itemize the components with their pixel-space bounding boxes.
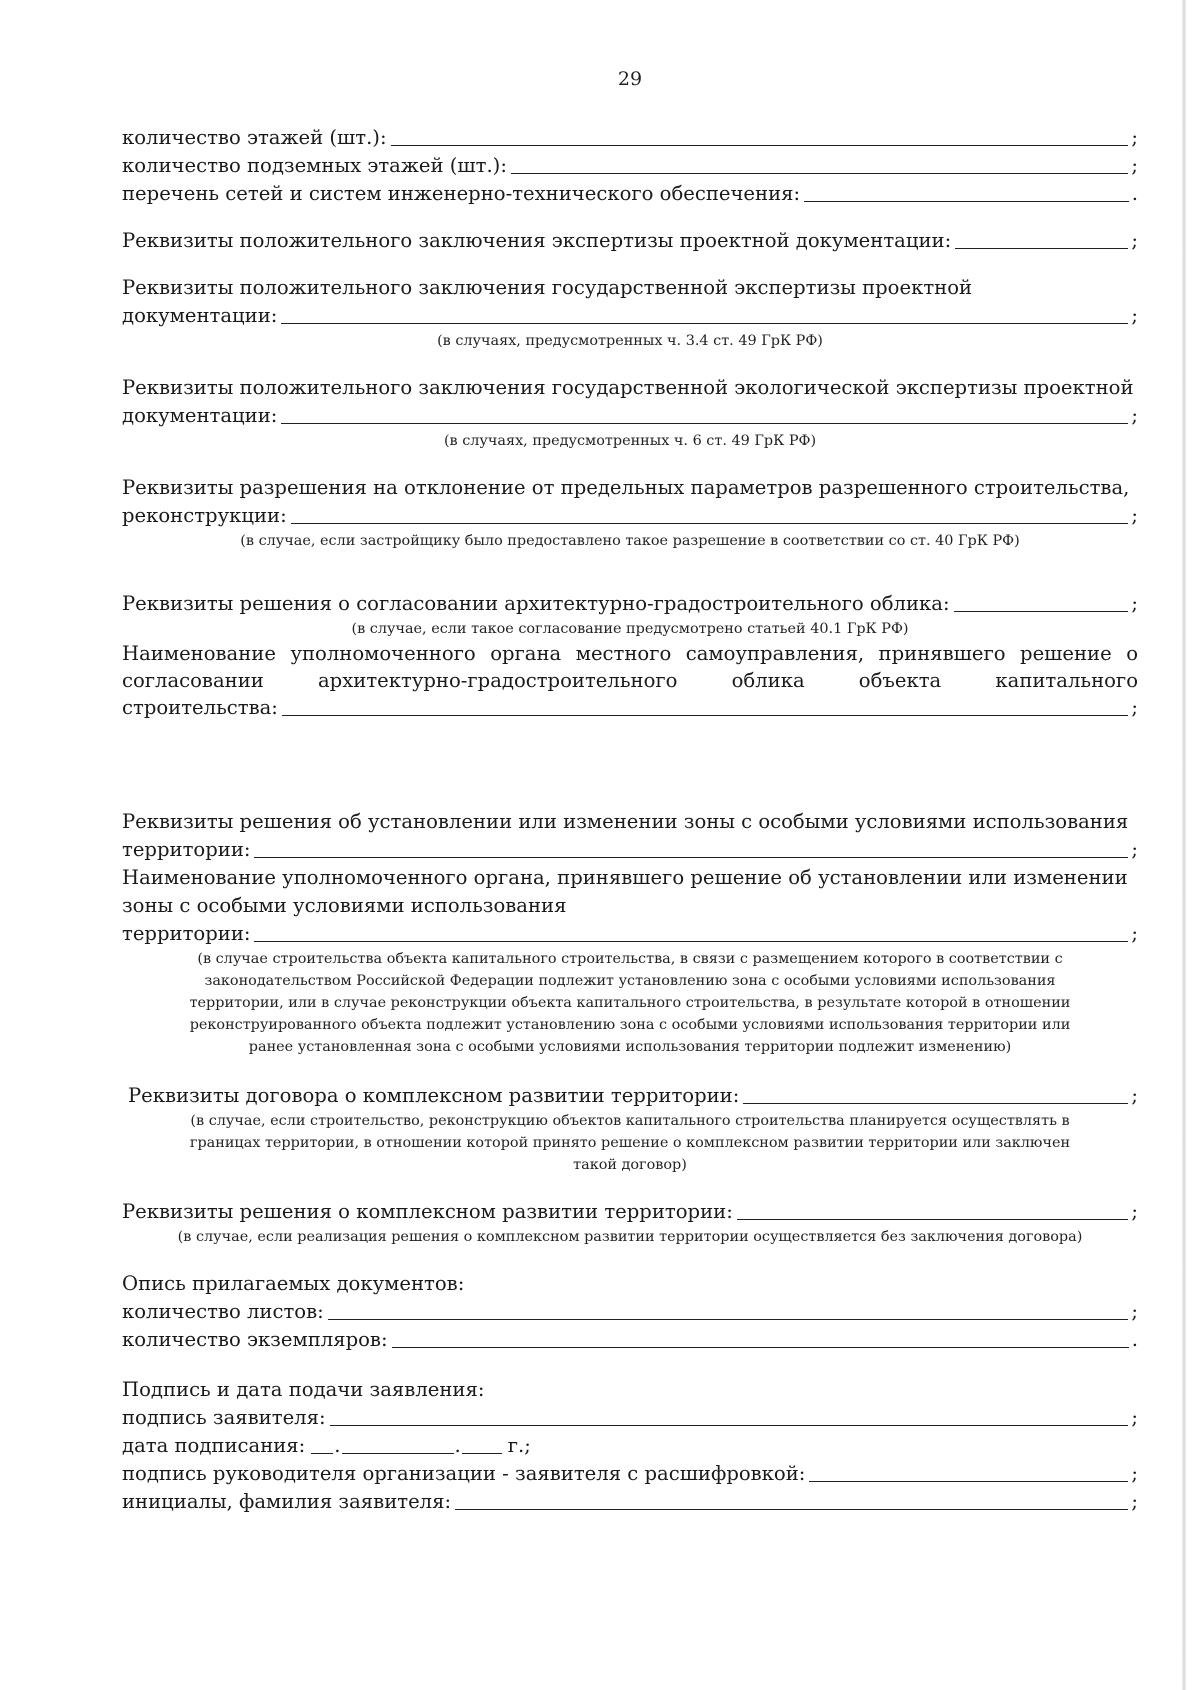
initials-field xyxy=(122,1488,1138,1516)
copies-input[interactable] xyxy=(392,1328,1129,1348)
state-expertise-note: (в случаях, предусмотренных ч. 3.4 ст. 49 ГрК РФ) xyxy=(437,333,823,349)
floors-label: количество этажей (шт.): xyxy=(122,126,387,149)
deviation-note: (в случае, если застройщику было предоставлено такое разрешение в соответствии со ст. 40 ГрК РФ) xyxy=(240,533,1020,549)
state-expertise-input[interactable] xyxy=(281,304,1128,324)
appearance-input[interactable] xyxy=(954,592,1129,612)
zone-label: территории: xyxy=(122,838,251,861)
floors-field xyxy=(122,124,1138,152)
head-signature-input[interactable] xyxy=(809,1462,1128,1482)
eco-expertise-heading: Реквизиты положительного заключения государственной экологической экспертизы проектной xyxy=(122,376,1134,399)
signature-heading: Подпись и дата подачи заявления: xyxy=(122,1378,485,1401)
kdt-decision-note: (в случае, если реализация решения о комплексном развитии территории осуществляется без заключения договора) xyxy=(177,1229,1083,1245)
zone-field xyxy=(122,836,1138,864)
applicant-signature-input[interactable] xyxy=(330,1406,1129,1426)
applicant-signature-field xyxy=(122,1404,1138,1432)
page-edge xyxy=(1182,0,1186,1690)
zone-authority-field xyxy=(122,920,1138,948)
semicolon: ; xyxy=(1131,1462,1138,1485)
copies-field xyxy=(122,1326,1138,1354)
date-year-input[interactable] xyxy=(462,1434,502,1454)
semicolon: ; xyxy=(1131,838,1138,861)
date-separator: . xyxy=(454,1434,461,1457)
zone-note-line: законодательством Российской Федерации подлежит установлению зона с особыми условиями использования xyxy=(204,973,1056,989)
zone-note-line: реконструированного объекта подлежит установлению зона с особыми условиями использования территории или xyxy=(189,1017,1071,1033)
period: . xyxy=(1131,1328,1138,1351)
semicolon: ; xyxy=(1131,229,1138,252)
appearance-authority-line1: Наименование уполномоченного органа местного самоуправления, принявшего решение о xyxy=(122,642,1138,665)
networks-label: перечень сетей и систем инженерно-технического обеспечения: xyxy=(122,182,801,205)
kdt-decision-label: Реквизиты решения о комплексном развитии территории: xyxy=(122,1200,733,1223)
semicolon: ; xyxy=(1131,696,1138,719)
semicolon: ; xyxy=(1131,1084,1138,1107)
semicolon: ; xyxy=(1131,126,1138,149)
date-separator: . xyxy=(334,1434,341,1457)
zone-note-line: территории, или в случае реконструкции объекта капитального строительства, в результате которой в отношении xyxy=(189,995,1071,1011)
deviation-heading: Реквизиты разрешения на отклонение от предельных параметров разрешенного строительства, xyxy=(122,476,1130,499)
signing-date-label: дата подписания: xyxy=(122,1434,306,1457)
applicant-signature-label: подпись заявителя: xyxy=(122,1406,326,1429)
expertise-input[interactable] xyxy=(955,229,1128,249)
deviation-field xyxy=(122,502,1138,530)
zone-authority-line2: зоны с особыми условиями использования xyxy=(122,894,567,917)
appearance-authority-field xyxy=(122,694,1138,722)
semicolon: ; xyxy=(1131,1200,1138,1223)
sheets-input[interactable] xyxy=(328,1300,1129,1320)
year-suffix: г.; xyxy=(507,1434,531,1457)
date-month-input[interactable] xyxy=(342,1434,454,1454)
zone-heading: Реквизиты решения об установлении или изменении зоны с особыми условиями использования xyxy=(122,810,1129,833)
floors-input[interactable] xyxy=(391,126,1129,146)
underground-floors-input[interactable] xyxy=(511,154,1128,174)
deviation-input[interactable] xyxy=(291,504,1129,524)
semicolon: ; xyxy=(1131,592,1138,615)
head-signature-label: подпись руководителя организации - заявителя с расшифровкой: xyxy=(122,1462,806,1485)
period: . xyxy=(1131,182,1138,205)
kdt-decision-field xyxy=(122,1198,1138,1226)
semicolon: ; xyxy=(1131,504,1138,527)
kdt-decision-input[interactable] xyxy=(737,1200,1129,1220)
zone-authority-line1: Наименование уполномоченного органа, принявшего решение об установлении или изменении xyxy=(122,866,1128,889)
zone-input[interactable] xyxy=(254,838,1128,858)
zone-authority-input[interactable] xyxy=(254,922,1128,942)
semicolon: ; xyxy=(1131,1490,1138,1513)
networks-field xyxy=(122,180,1138,208)
state-expertise-heading: Реквизиты положительного заключения государственной экспертизы проектной xyxy=(122,276,973,299)
eco-expertise-label: документации: xyxy=(122,404,278,427)
deviation-label: реконструкции: xyxy=(122,504,287,527)
kdt-contract-field xyxy=(122,1082,1138,1110)
eco-expertise-input[interactable] xyxy=(281,404,1128,424)
eco-expertise-note: (в случаях, предусмотренных ч. 6 ст. 49 ГрК РФ) xyxy=(443,433,817,449)
networks-input[interactable] xyxy=(804,182,1129,202)
initials-label: инициалы, фамилия заявителя: xyxy=(122,1490,452,1513)
state-expertise-label: документации: xyxy=(122,304,278,327)
semicolon: ; xyxy=(1131,404,1138,427)
underground-floors-label: количество подземных этажей (шт.): xyxy=(122,154,507,177)
semicolon: ; xyxy=(1131,154,1138,177)
appearance-authority-input[interactable] xyxy=(282,696,1129,716)
expertise-field xyxy=(122,227,1138,255)
copies-label: количество экземпляров: xyxy=(122,1328,388,1351)
kdt-contract-input[interactable] xyxy=(743,1084,1128,1104)
signing-date-field xyxy=(122,1432,1138,1460)
appearance-note: (в случае, если такое согласование предусмотрено статьей 40.1 ГрК РФ) xyxy=(351,621,909,637)
zone-authority-label: территории: xyxy=(122,922,251,945)
state-expertise-field xyxy=(122,302,1138,330)
expertise-label: Реквизиты положительного заключения экспертизы проектной документации: xyxy=(122,229,952,252)
semicolon: ; xyxy=(1131,1406,1138,1429)
attachments-heading: Опись прилагаемых документов: xyxy=(122,1272,465,1295)
sheets-label: количество листов: xyxy=(122,1300,324,1323)
form-content xyxy=(122,124,1138,1516)
kdt-contract-note-line: границах территории, в отношении которой принято решение о комплексном развитии территории или заключен xyxy=(189,1135,1071,1151)
head-signature-field xyxy=(122,1460,1138,1488)
sheets-field xyxy=(122,1298,1138,1326)
semicolon: ; xyxy=(1131,304,1138,327)
page-number: 29 xyxy=(617,68,643,90)
eco-expertise-field xyxy=(122,402,1138,430)
zone-note-line: (в случае строительства объекта капитального строительства, в связи с размещением которого в соответствии с xyxy=(197,951,1063,967)
underground-floors-field xyxy=(122,152,1138,180)
initials-input[interactable] xyxy=(455,1490,1128,1510)
zone-note-line: ранее установленная зона с особыми условиями использования территории подлежит изменению) xyxy=(248,1039,1012,1055)
appearance-authority-line2: согласовании архитектурно-градостроительного облика объекта капитального xyxy=(122,669,1138,692)
appearance-label: Реквизиты решения о согласовании архитектурно-градостроительного облика: xyxy=(122,592,950,615)
kdt-contract-note-line: (в случае, если строительство, реконструкцию объектов капитального строительства планируется осуществлять в xyxy=(190,1113,1070,1129)
semicolon: ; xyxy=(1131,1300,1138,1323)
kdt-contract-note-line: такой договор) xyxy=(573,1157,687,1173)
semicolon: ; xyxy=(1131,922,1138,945)
appearance-authority-label: строительства: xyxy=(122,696,278,719)
appearance-field xyxy=(122,590,1138,618)
kdt-contract-label: Реквизиты договора о комплексном развитии территории: xyxy=(128,1084,740,1107)
date-day-input[interactable] xyxy=(311,1434,333,1454)
